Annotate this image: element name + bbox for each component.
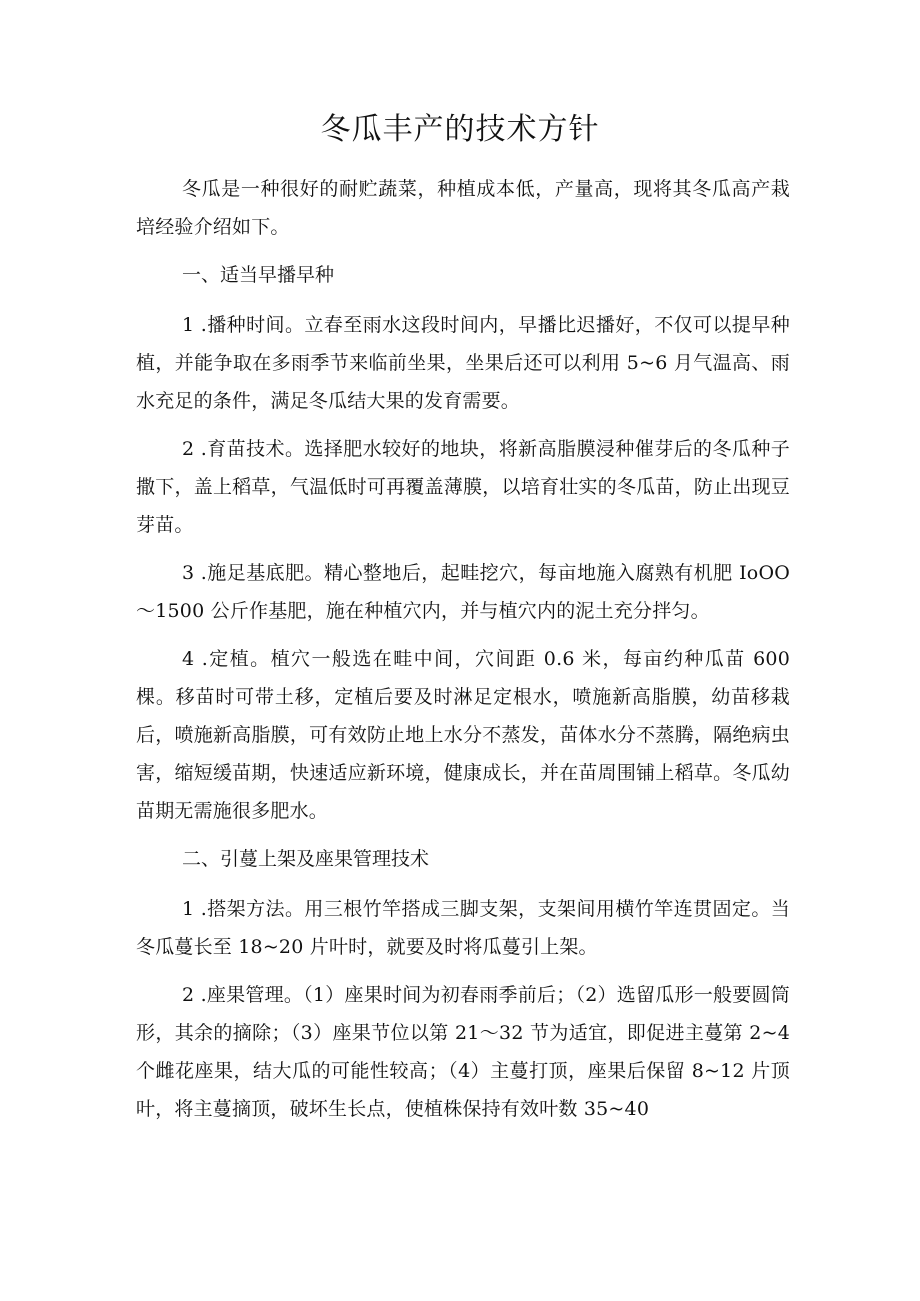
paragraph-base-fertilizer: 3 .施足基底肥。精心整地后，起畦挖穴，每亩地施入腐熟有机肥 IoOO～1500 公斤作基肥，施在种植穴内，并与植穴内的泥土充分拌匀。 [136, 562, 790, 622]
paragraph-fruit-setting: 2 .座果管理。（1）座果时间为初春雨季前后；（2）选留瓜形一般要圆筒形，其余的摘除；（3）座果节位以第 21～32 节为适宜，即促进主蔓第 2~4 个雌花座果，结大瓜的可能性较高；（4）主蔓打顶，座果后保留 8~12 片顶叶，将主蔓摘顶，破坏生长点，使植株保持有效叶数 35~40 [136, 984, 790, 1120]
section-heading-2: 二、引蔓上架及座果管理技术 [182, 848, 430, 870]
intro-paragraph: 冬瓜是一种很好的耐贮蔬菜，种植成本低，产量高，现将其冬瓜高产栽培经验介绍如下。 [136, 178, 790, 238]
document-body [136, 170, 790, 1138]
document-title: 冬瓜丰产的技术方针 [320, 112, 600, 147]
paragraph-seedling-technique: 2 .育苗技术。选择肥水较好的地块，将新高脂膜浸种催芽后的冬瓜种子撒下，盖上稻草，气温低时可再覆盖薄膜，以培育壮实的冬瓜苗，防止出现豆芽苗。 [136, 438, 790, 536]
paragraph-transplanting: 4 .定植。植穴一般选在畦中间，穴间距 0.6 米，每亩约种瓜苗 600 棵。移苗时可带土移，定植后要及时淋足定根水，喷施新高脂膜，幼苗移栽后，喷施新高脂膜，可有效防止地上水分不蒸发，苗体水分不蒸腾，隔绝病虫害，缩短缓苗期，快速适应新环境，健康成长，并在苗周围铺上稻草。冬瓜幼苗期无需施很多肥水。 [136, 648, 790, 822]
paragraph-trellis-method: 1 .搭架方法。用三根竹竿搭成三脚支架，支架间用横竹竿连贯固定。当冬瓜蔓长至 18~20 片叶时，就要及时将瓜蔓引上架。 [136, 898, 790, 958]
paragraph-sowing-time: 1 .播种时间。立春至雨水这段时间内，早播比迟播好，不仅可以提早种植，并能争取在多雨季节来临前坐果，坐果后还可以利用 5~6 月气温高、雨水充足的条件，满足冬瓜结大果的发育需要。 [136, 314, 790, 412]
section-heading-1: 一、适当早播早种 [182, 264, 335, 286]
